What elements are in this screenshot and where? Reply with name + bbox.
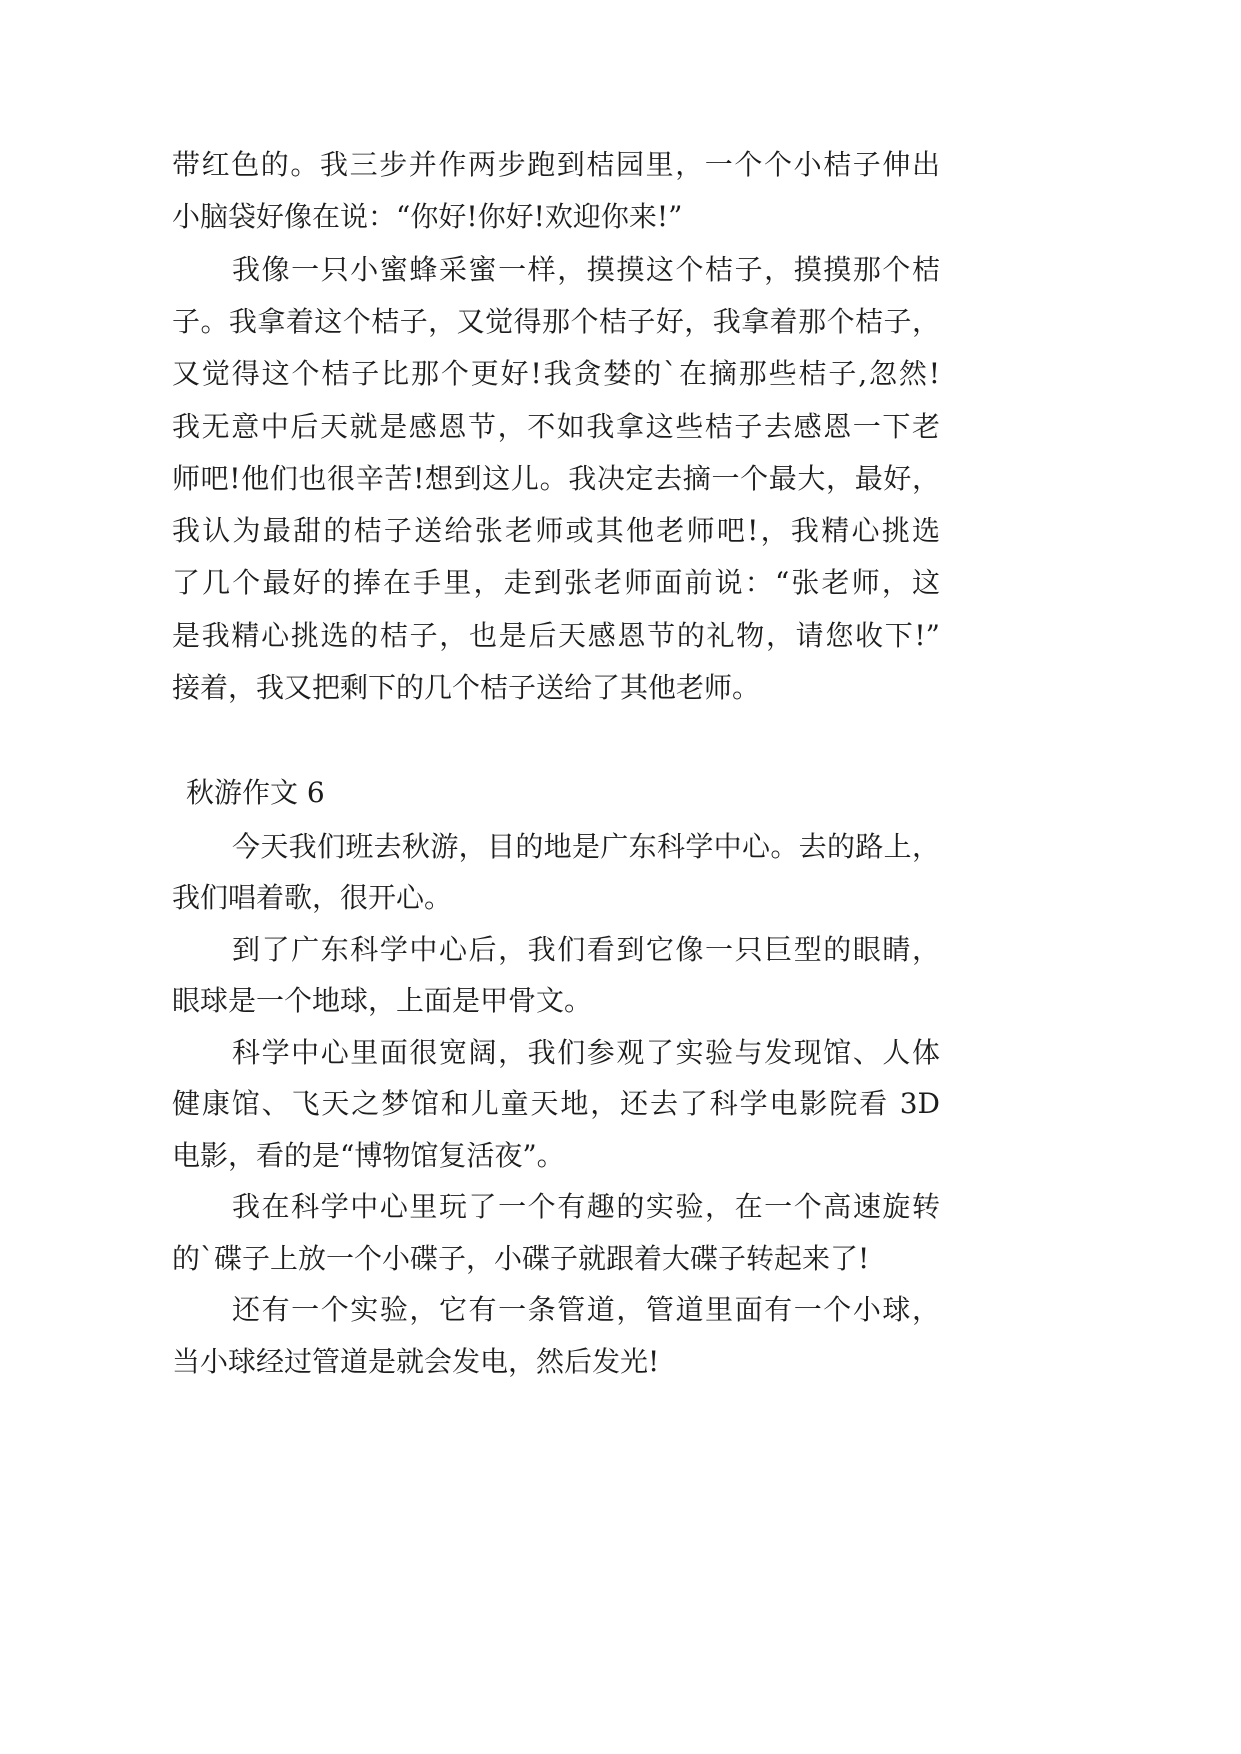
section-heading: 秋游作文 6: [186, 776, 325, 809]
text-line: 是我精心挑选的桔子，也是后天感恩节的礼物，请您收下!”: [172, 619, 940, 652]
text-line: 我在科学中心里玩了一个有趣的实验，在一个高速旋转: [232, 1190, 940, 1223]
text-line: 我像一只小蜜蜂采蜜一样，摸摸这个桔子，摸摸那个桔: [232, 253, 940, 286]
text-line: 我们唱着歌，很开心。: [172, 881, 453, 914]
text-line: 科学中心里面很宽阔，我们参观了实验与发现馆、人体: [232, 1036, 940, 1069]
text-line: 师吧!他们也很辛苦!想到这儿。我决定去摘一个最大，最好，: [172, 462, 940, 495]
text-line: 今天我们班去秋游，目的地是广东科学中心。去的路上，: [232, 830, 940, 863]
text-line: 眼球是一个地球，上面是甲骨文。: [172, 984, 593, 1017]
text-line: 子。我拿着这个桔子，又觉得那个桔子好，我拿着那个桔子，: [172, 305, 940, 338]
text-line: 到了广东科学中心后，我们看到它像一只巨型的眼睛，: [232, 933, 940, 966]
text-line: 了几个最好的捧在手里，走到张老师面前说：“张老师，这: [172, 566, 940, 599]
text-line: 当小球经过管道是就会发电，然后发光!: [172, 1345, 660, 1378]
text-line: 接着，我又把剩下的几个桔子送给了其他老师。: [172, 671, 761, 704]
text-line: 电影，看的是“博物馆复活夜”。: [172, 1139, 565, 1172]
text-line: 小脑袋好像在说：“你好!你好!欢迎你来!”: [172, 200, 683, 233]
text-line: 健康馆、飞天之梦馆和儿童天地，还去了科学电影院看 3D: [172, 1087, 940, 1120]
text-line: 的`碟子上放一个小碟子，小碟子就跟着大碟子转起来了!: [172, 1242, 870, 1275]
text-line: 又觉得这个桔子比那个更好!我贪婪的`在摘那些桔子,忽然!: [172, 357, 940, 390]
text-line: 我认为最甜的桔子送给张老师或其他老师吧!，我精心挑选: [172, 514, 940, 547]
text-line: 我无意中后天就是感恩节，不如我拿这些桔子去感恩一下老: [172, 410, 940, 443]
text-line: 还有一个实验，它有一条管道，管道里面有一个小球，: [232, 1293, 940, 1326]
text-line: 带红色的。我三步并作两步跑到桔园里，一个个小桔子伸出: [172, 148, 940, 181]
